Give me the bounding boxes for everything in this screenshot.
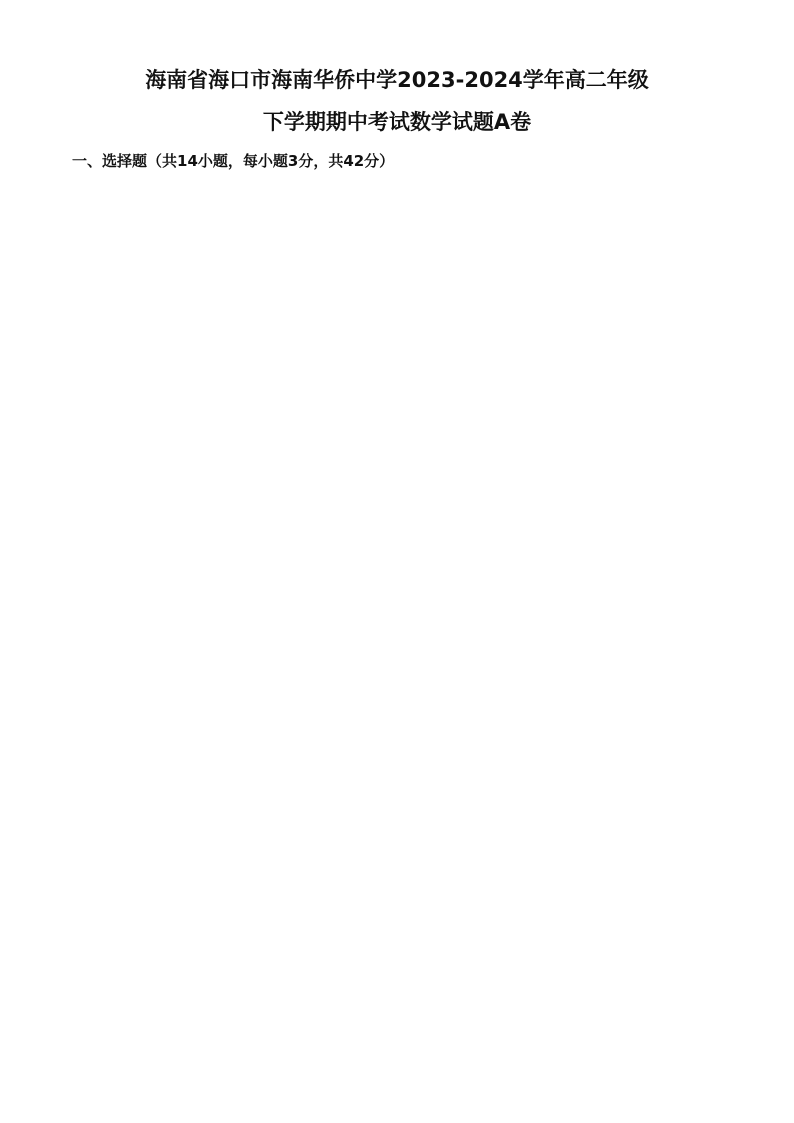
exam-title-line-1: 海南省海口市海南华侨中学2023-2024学年高二年级 [145, 68, 649, 92]
exam-title-line-2: 下学期期中考试数学试题A卷 [262, 110, 532, 134]
section-heading-multiple-choice: 一、选择题（共14小题，每小题3分，共42分） [72, 152, 395, 170]
